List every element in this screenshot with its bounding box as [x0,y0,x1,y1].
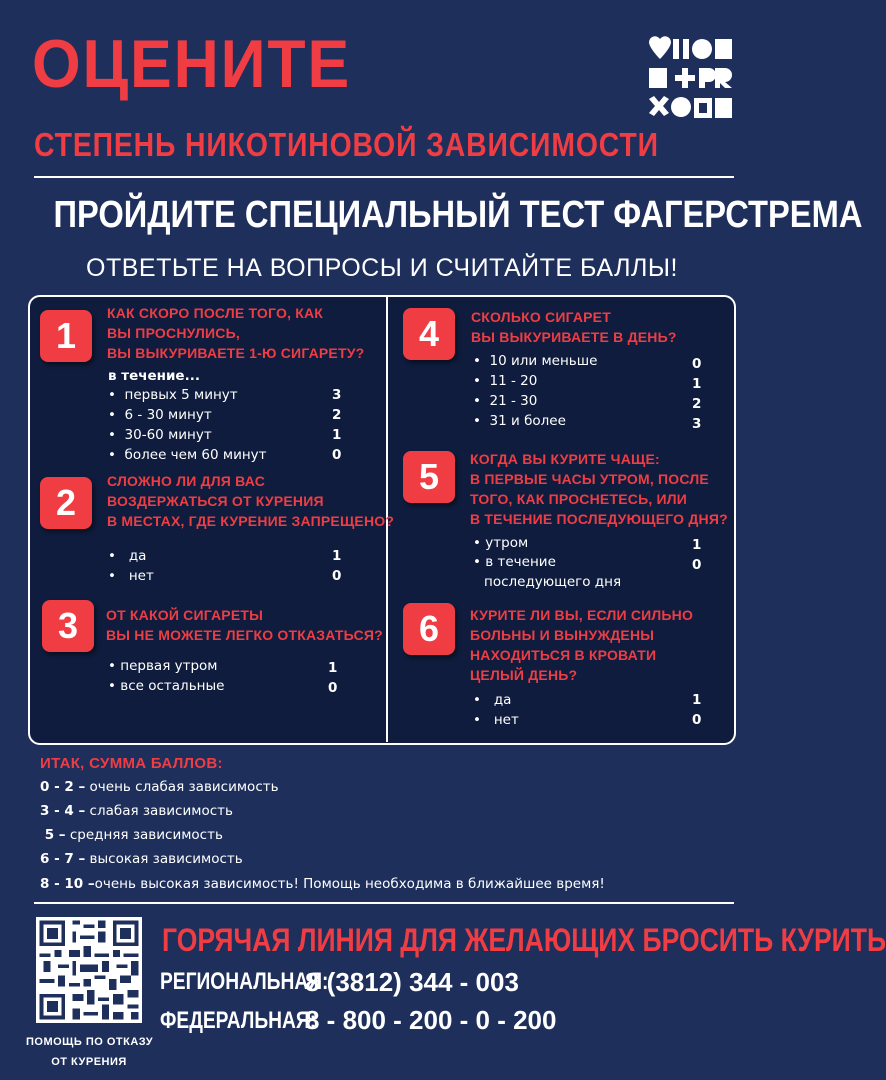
qr-code-icon[interactable] [36,917,142,1023]
footer-divider [34,902,734,904]
q4-option-4: • 31 и более [473,413,566,429]
q2-points-1: 1 [332,548,342,564]
q4-points-1: 0 [692,356,702,372]
federal-phone-number[interactable]: 8 - 800 - 200 - 0 - 200 [305,1005,557,1035]
q3-points-2: 0 [328,680,338,696]
federal-label: ФЕДЕРАЛЬНАЯ: [160,1007,317,1034]
summary-title: ИТАК, СУММА БАЛЛОВ: [40,755,223,772]
question-3-number: 3 [42,600,94,652]
q6-points-1: 1 [692,692,702,708]
question-1-number: 1 [40,310,92,362]
header-divider [34,176,734,178]
question-2-text: СЛОЖНО ЛИ ДЛЯ ВАС ВОЗДЕРЖАТЬСЯ ОТ КУРЕНИЯ В МЕСТАХ, ГДЕ КУРЕНИЕ ЗАПРЕЩЕНО? [107,473,395,529]
question-5-text: КОГДА ВЫ КУРИТЕ ЧАЩЕ: В ПЕРВЫЕ ЧАСЫ УТРОМ, ПОСЛЕ ТОГО, КАК ПРОСНЕТЕСЬ, ИЛИ В ТЕЧЕНИЕ ПОСЛЕДУЮЩЕГО ДНЯ? [470,451,728,527]
question-2-number: 2 [40,477,92,529]
q5-option-2: • в течение [473,554,556,570]
q3-option-1: • первая утром [108,658,218,674]
q1-option-2: • 6 - 30 минут [108,407,212,423]
q5-points-2: 0 [692,557,702,573]
test-title: ПРОЙДИТЕ СПЕЦИАЛЬНЫЙ ТЕСТ ФАГЕРСТРЕМА [53,194,863,236]
q5-points-1: 1 [692,537,702,553]
page-subtitle: СТЕПЕНЬ НИКОТИНОВОЙ ЗАВИСИМОСТИ [34,126,659,163]
summary-row: 8 - 10 –очень высокая зависимость! Помощь необходима в ближайшее время! [40,876,605,892]
q4-points-2: 1 [692,376,702,392]
q4-points-4: 3 [692,416,702,432]
regional-label: РЕГИОНАЛЬНАЯ: [160,968,329,995]
q6-points-2: 0 [692,712,702,728]
question-1-lead: в течение... [108,368,200,384]
question-4-number: 4 [403,308,455,360]
q5-option-2-continued: последующего дня [484,574,622,590]
q4-option-2: • 11 - 20 [473,373,538,389]
summary-row: 5 – средняя зависимость [40,827,223,843]
qr-caption-line-2: ОТ КУРЕНИЯ [51,1056,127,1068]
q2-points-2: 0 [332,568,342,584]
q1-points-1: 3 [332,387,342,403]
question-5-number: 5 [403,451,455,503]
hotline-title: ГОРЯЧАЯ ЛИНИЯ ДЛЯ ЖЕЛАЮЩИХ БРОСИТЬ КУРИТЬ [162,922,886,958]
q3-option-2: • все остальные [108,678,225,694]
question-3-text: ОТ КАКОЙ СИГАРЕТЫ ВЫ НЕ МОЖЕТЕ ЛЕГКО ОТКАЗАТЬСЯ? [106,607,383,643]
geometric-shapes-logo-icon [646,36,734,124]
summary-row: 6 - 7 – высокая зависимость [40,851,243,867]
summary-row: 3 - 4 – слабая зависимость [40,803,233,819]
regional-phone-number[interactable]: 8 (3812) 344 - 003 [305,967,519,997]
question-6-text: КУРИТЕ ЛИ ВЫ, ЕСЛИ СИЛЬНО БОЛЬНЫ И ВЫНУЖДЕНЫ НАХОДИТЬСЯ В КРОВАТИ ЦЕЛЫЙ ДЕНЬ? [470,607,694,683]
q1-points-2: 2 [332,407,342,423]
question-1-text: КАК СКОРО ПОСЛЕ ТОГО, КАК ВЫ ПРОСНУЛИСЬ, ВЫ ВЫКУРИВАЕТЕ 1-Ю СИГАРЕТУ? [107,305,365,361]
question-4-text: СКОЛЬКО СИГАРЕТ ВЫ ВЫКУРИВАЕТЕ В ДЕНЬ? [471,309,677,345]
q4-option-3: • 21 - 30 [473,393,538,409]
q4-points-3: 2 [692,396,702,412]
page-title: ОЦЕНИТЕ [32,26,352,102]
q6-option-2: • нет [473,712,519,728]
q1-option-4: • более чем 60 минут [108,447,267,463]
q5-option-1: • утром [473,535,529,551]
summary-row: 0 - 2 – очень слабая зависимость [40,779,279,795]
qr-caption-line-1: ПОМОЩЬ ПО ОТКАЗУ [26,1036,154,1048]
q3-points-1: 1 [328,660,338,676]
q1-option-1: • первых 5 минут [108,387,238,403]
test-subtitle: ОТВЕТЬТЕ НА ВОПРОСЫ И СЧИТАЙТЕ БАЛЛЫ! [86,254,678,282]
q4-option-1: • 10 или меньше [473,353,598,369]
q6-option-1: • да [473,692,512,708]
q2-option-2: • нет [108,568,154,584]
question-6-number: 6 [403,603,455,655]
q2-option-1: • да [108,548,147,564]
q1-points-4: 0 [332,447,342,463]
q1-points-3: 1 [332,427,342,443]
q1-option-3: • 30-60 минут [108,427,212,443]
